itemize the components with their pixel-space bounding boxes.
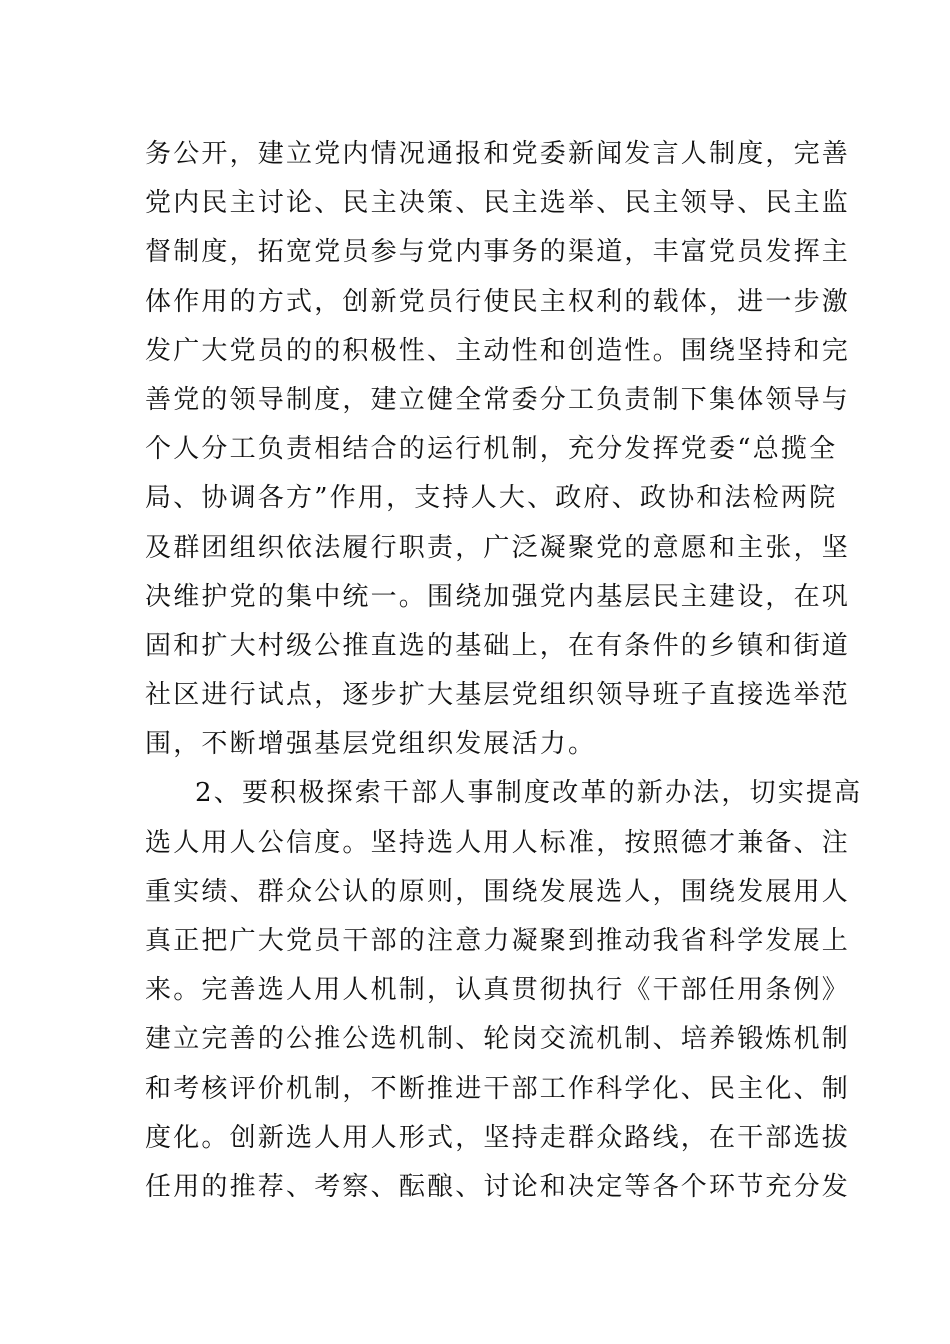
text-line: 决维护党的集中统一。围绕加强党内基层民主建设，在巩 xyxy=(145,581,851,612)
text-line: 督制度，拓宽党员参与党内事务的渠道，丰富党员发挥主 xyxy=(145,237,851,268)
text-line: 体作用的方式，创新党员行使民主权利的载体，进一步激 xyxy=(145,286,851,317)
text-line: 真正把广大党员干部的注意力凝聚到推动我省科学发展上 xyxy=(145,926,851,956)
text-line: 社区进行试点，逐步扩大基层党组织领导班子直接选举范 xyxy=(145,680,851,711)
text-line: 建立完善的公推公选机制、轮岗交流机制、培养锻炼机制 xyxy=(145,1024,851,1055)
text-line: 度化。创新选人用人形式，坚持走群众路线，在干部选拔 xyxy=(145,1122,851,1153)
text-line: 务公开，建立党内情况通报和党委新闻发言人制度，完善 xyxy=(145,139,851,169)
text-line: 和考核评价机制，不断推进干部工作科学化、民主化、制 xyxy=(145,1073,851,1104)
text-line: 善党的领导制度，建立健全常委分工负责制下集体领导与 xyxy=(145,384,851,415)
text-line: 来。完善选人用人机制，认真贯彻执行《干部任用条例》 xyxy=(145,975,851,1006)
document-body xyxy=(145,130,863,1212)
text-line: 任用的推荐、考察、酝酿、讨论和决定等各个环节充分发 xyxy=(145,1171,851,1202)
text-line: 重实绩、群众公认的原则，围绕发展选人，围绕发展用人 xyxy=(145,876,851,907)
text-line: 党内民主讨论、民主决策、民主选举、民主领导、民主监 xyxy=(145,188,851,219)
text-line: 个人分工负责相结合的运行机制，充分发挥党委“总揽全 xyxy=(145,434,838,465)
paragraph-start-line: 2、要积极探索干部人事制度改革的新办法，切实提高 xyxy=(195,778,863,809)
text-line: 及群团组织依法履行职责，广泛凝聚党的意愿和主张，坚 xyxy=(145,532,851,563)
text-line: 局、协调各方”作用，支持人大、政府、政协和法检两院 xyxy=(145,483,838,514)
text-line: 固和扩大村级公推直选的基础上，在有条件的乡镇和街道 xyxy=(145,630,851,661)
text-line: 围，不断增强基层党组织发展活力。 xyxy=(145,729,597,760)
text-line: 选人用人公信度。坚持选人用人标准，按照德才兼备、注 xyxy=(145,827,851,858)
text-line: 发广大党员的的积极性、主动性和创造性。围绕坚持和完 xyxy=(145,335,851,366)
